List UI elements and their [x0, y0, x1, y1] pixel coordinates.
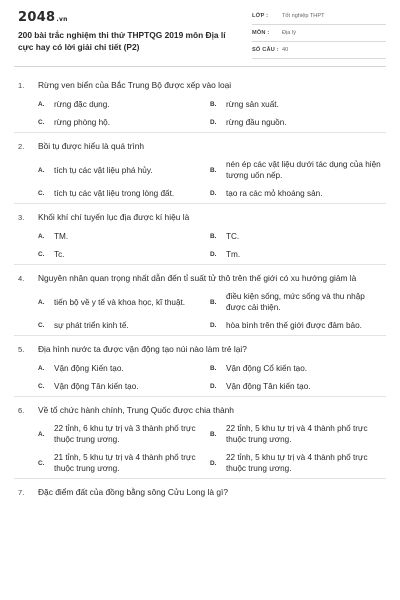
question-list	[0, 72, 400, 503]
option-letter: B.	[210, 166, 217, 174]
option-text: tiến bộ về y tế và khoa học, kĩ thuật.	[54, 297, 186, 307]
option-letter: A.	[38, 166, 45, 174]
answer-options	[38, 291, 382, 331]
answer-options	[38, 99, 382, 128]
answer-option[interactable]	[38, 231, 210, 242]
option-letter: A.	[38, 298, 45, 306]
option-text: 22 tỉnh, 5 khu tự trị và 4 thành phố trực thuộc trung ương.	[226, 453, 368, 473]
header-divider	[14, 66, 386, 67]
meta-row-count	[252, 45, 386, 59]
question-block	[0, 397, 400, 479]
option-text: 22 tỉnh, 6 khu tự trị và 3 thành phố trực thuộc trung ương.	[54, 424, 196, 444]
option-letter: B.	[210, 298, 217, 306]
question-line	[18, 344, 382, 356]
answer-option[interactable]	[210, 423, 382, 445]
answer-option[interactable]	[38, 363, 210, 374]
answer-option[interactable]	[38, 381, 210, 392]
document-title: 200 bài trắc nghiệm thi thử THPTQG 2019 môn Địa lí cực hay có lời giải chi tiết (P2)	[18, 30, 226, 52]
option-text: sự phát triển kinh tế.	[54, 321, 129, 330]
question-line	[18, 273, 382, 285]
answer-option[interactable]	[210, 117, 382, 128]
logo-text: 2048	[18, 10, 56, 25]
option-text: Vận động Tân kiến tạo.	[54, 381, 139, 391]
question-line	[18, 212, 382, 224]
option-letter: D.	[210, 118, 217, 126]
answer-option[interactable]	[210, 381, 382, 392]
option-letter: A.	[38, 430, 45, 438]
question-number: 1.	[18, 81, 25, 90]
answer-option[interactable]	[38, 99, 210, 110]
option-text: Tc.	[54, 249, 65, 259]
question-number: 3.	[18, 213, 25, 222]
option-letter: D.	[210, 250, 217, 258]
answer-options	[38, 423, 382, 474]
question-number: 4.	[18, 273, 25, 283]
option-letter: B.	[210, 232, 217, 240]
option-text: 22 tỉnh, 5 khu tự trị và 4 thành phố trực thuộc trung ương.	[226, 424, 368, 444]
option-text: Vận động Kiến tạo.	[54, 363, 124, 373]
question-text: Nguyên nhân quan trọng nhất dẫn đến tỉ suất tử thô trên thế giới có xu hướng giảm là	[38, 272, 357, 283]
question-number: 7.	[18, 488, 25, 497]
question-line	[18, 80, 382, 92]
option-text: tích tụ các vật liệu phá hủy.	[54, 165, 153, 175]
option-letter: C.	[38, 322, 45, 329]
page-header	[0, 0, 400, 64]
option-letter: C.	[38, 250, 45, 258]
option-letter: D.	[210, 322, 217, 329]
question-line	[18, 141, 382, 153]
option-text: tạo ra các mỏ khoáng sản.	[226, 189, 323, 198]
answer-option[interactable]	[210, 452, 382, 474]
option-letter: C.	[38, 118, 45, 126]
option-letter: C.	[38, 190, 45, 197]
question-block	[0, 133, 400, 204]
question-number: 5.	[18, 345, 25, 354]
question-number: 6.	[18, 405, 25, 415]
option-text: 21 tỉnh, 5 khu tự trị và 4 thành phố trực thuộc trung ương.	[54, 453, 196, 473]
question-text: Rừng ven biển của Bắc Trung Bộ được xếp vào loại	[38, 80, 232, 90]
option-letter: A.	[38, 364, 45, 372]
option-letter: B.	[210, 430, 217, 438]
option-letter: A.	[38, 232, 45, 240]
question-block	[0, 336, 400, 396]
question-line	[18, 487, 382, 499]
option-letter: B.	[210, 100, 217, 108]
question-text: Về tổ chức hành chính, Trung Quốc được chia thành	[38, 404, 234, 415]
meta-label: LỚP :	[252, 13, 269, 19]
answer-option[interactable]	[210, 231, 382, 242]
answer-options	[38, 363, 382, 392]
option-text: rừng phòng hộ.	[54, 117, 111, 127]
meta-label: SỐ CÂU :	[252, 47, 279, 53]
question-text: Bồi tụ được hiểu là quá trình	[38, 140, 145, 151]
question-block	[0, 479, 400, 503]
question-text: Đặc điểm đất của đồng bằng sông Cửu Long là gì?	[38, 487, 228, 497]
option-letter: C.	[38, 382, 45, 390]
question-number: 2.	[18, 141, 25, 151]
answer-option[interactable]	[38, 423, 210, 445]
answer-option[interactable]	[38, 188, 210, 199]
question-block	[0, 72, 400, 132]
answer-options	[38, 231, 382, 260]
question-text: Khối khí chí tuyến lục địa được kí hiệu là	[38, 212, 190, 222]
option-text: TC.	[226, 231, 240, 241]
answer-option[interactable]	[210, 363, 382, 374]
answer-option[interactable]	[38, 249, 210, 260]
answer-option[interactable]	[210, 99, 382, 110]
option-text: rừng đầu nguồn.	[226, 117, 287, 127]
meta-row-subject	[252, 28, 386, 42]
option-text: hòa bình trên thế giới được đảm bảo.	[226, 321, 362, 330]
answer-option[interactable]	[38, 291, 210, 313]
option-text: Vận động Tân kiến tạo.	[226, 381, 311, 391]
meta-value: Địa lý	[282, 30, 296, 36]
answer-option[interactable]	[210, 159, 382, 181]
answer-option[interactable]	[210, 249, 382, 260]
answer-option[interactable]	[38, 452, 210, 474]
option-text: tích tụ các vật liệu trong lòng đất.	[54, 189, 175, 198]
question-line	[18, 405, 382, 417]
question-block	[0, 265, 400, 336]
option-text: rừng sản xuất.	[226, 99, 279, 109]
option-text: nén ép các vật liệu dưới tác dụng của hiện tượng uốn nếp.	[226, 160, 381, 180]
question-text: Địa hình nước ta được vận động tạo núi nào làm trẻ lại?	[38, 344, 247, 354]
option-text: Vận động Cổ kiến tạo.	[226, 363, 308, 373]
option-text: điều kiện sống, mức sống và thu nhập được cải thiện.	[226, 292, 365, 312]
option-letter: C.	[38, 459, 45, 467]
option-letter: D.	[210, 190, 217, 197]
answer-options	[38, 159, 382, 199]
option-text: TM.	[54, 231, 69, 241]
meta-label: MÔN :	[252, 30, 270, 36]
site-logo[interactable]	[18, 10, 68, 25]
answer-option[interactable]	[210, 188, 382, 199]
option-letter: D.	[210, 459, 217, 467]
logo-tld: .vn	[56, 16, 68, 23]
meta-row-grade	[252, 11, 386, 25]
meta-value: 40	[282, 47, 289, 53]
option-text: rừng đặc dụng.	[54, 99, 110, 109]
answer-option[interactable]	[210, 291, 382, 313]
option-text: Tm.	[226, 249, 241, 259]
question-block	[0, 204, 400, 264]
option-letter: B.	[210, 364, 217, 372]
option-letter: A.	[38, 100, 45, 108]
answer-option[interactable]	[38, 159, 210, 181]
option-letter: D.	[210, 382, 217, 390]
answer-option[interactable]	[38, 117, 210, 128]
meta-table	[252, 11, 386, 59]
answer-option[interactable]	[38, 320, 210, 331]
answer-option[interactable]	[210, 320, 382, 331]
meta-value: Tốt nghiệp THPT	[282, 13, 325, 19]
